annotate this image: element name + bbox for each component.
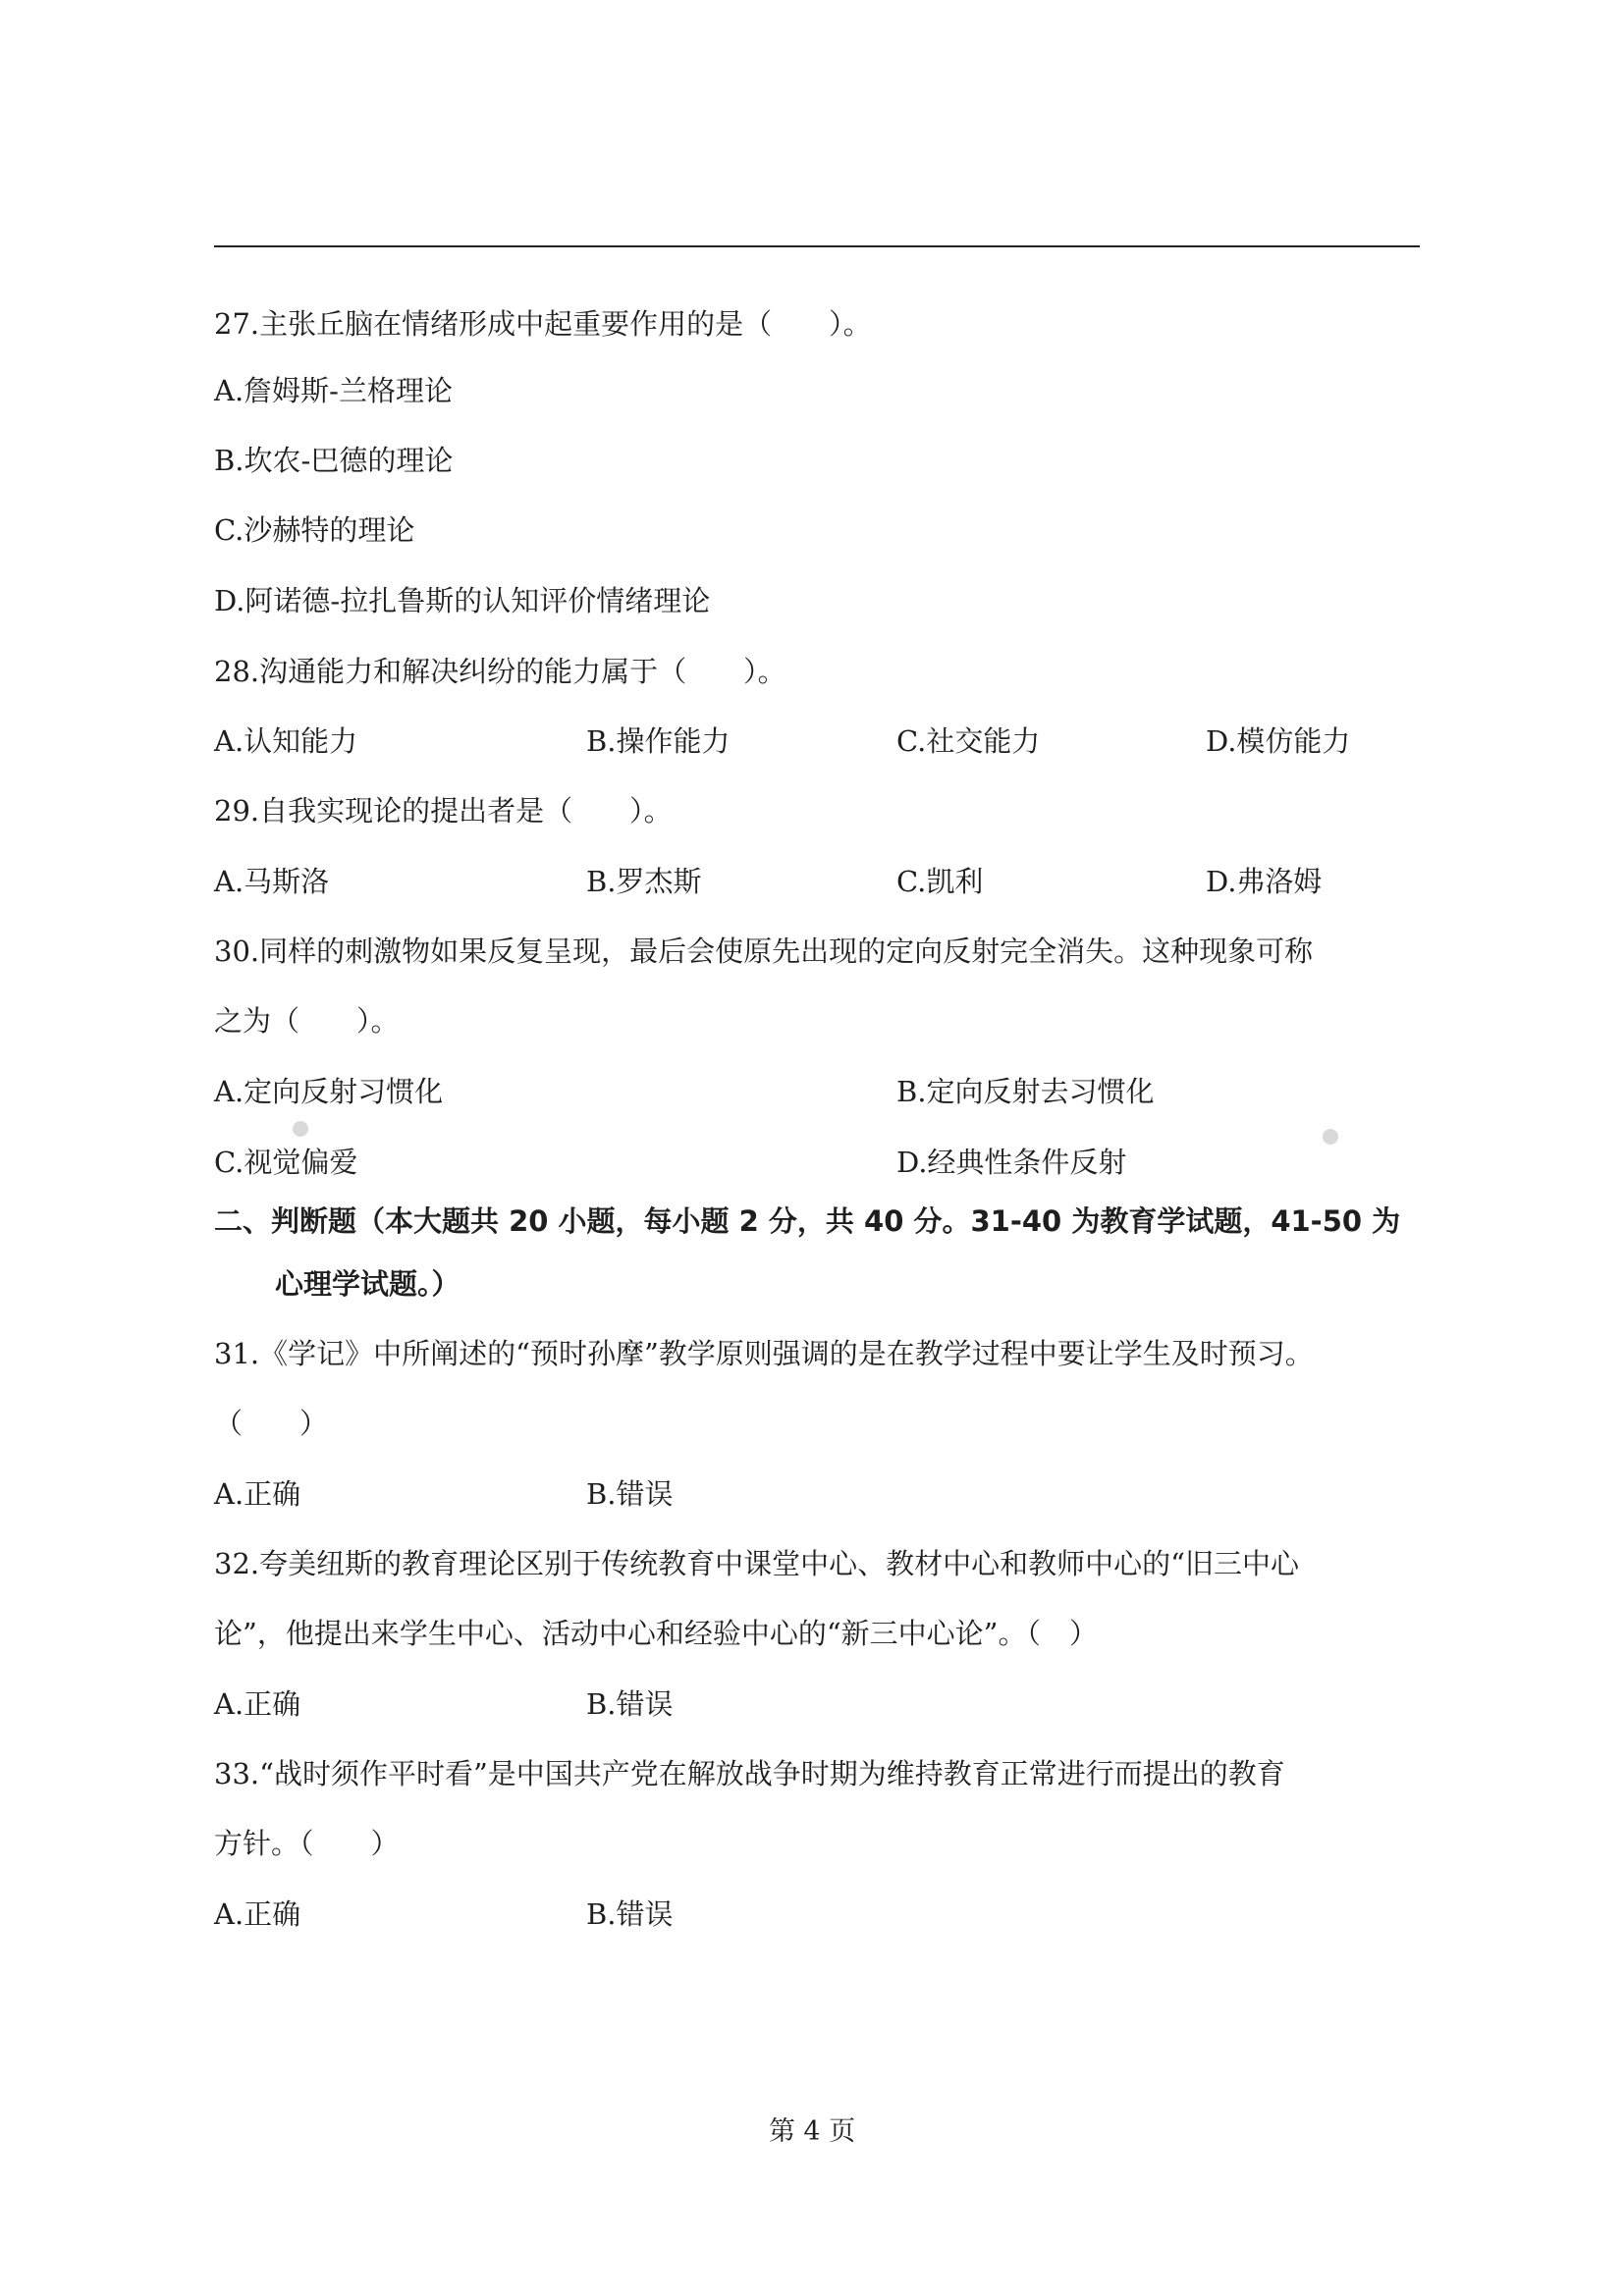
q30-option-c: C.视觉偏爱	[214, 1146, 358, 1179]
section-2-heading-line2: 心理学试题。）	[275, 1267, 460, 1301]
q29-option-c: C.凯利	[896, 865, 984, 898]
page-number: 第 4 页	[768, 2116, 856, 2147]
q27-option-d: D.阿诺德-拉扎鲁斯的认知评价情绪理论	[214, 584, 711, 617]
q29-option-d: D.弗洛姆	[1206, 865, 1323, 898]
q33-stem-line2: 方针。（ ）	[214, 1827, 400, 1860]
q32-option-b: B.错误	[586, 1687, 674, 1721]
q32-stem-line2: 论”，他提出来学生中心、活动中心和经验中心的“新三中心论”。（ ）	[214, 1617, 1098, 1650]
q30-stem-line2: 之为（ ）。	[214, 1004, 400, 1038]
scan-speck	[293, 1121, 308, 1137]
q31-option-a: A.正确	[214, 1477, 301, 1511]
q30-option-d: D.经典性条件反射	[896, 1146, 1127, 1179]
q31-option-b: B.错误	[586, 1477, 674, 1511]
q28-option-d: D.模仿能力	[1206, 724, 1351, 758]
q28-option-c: C.社交能力	[896, 724, 1041, 758]
q27-option-b: B.坎农-巴德的理论	[214, 444, 454, 477]
q33-option-b: B.错误	[586, 1897, 674, 1931]
q32-option-a: A.正确	[214, 1687, 301, 1721]
q31-stem-line1: 31.《学记》中所阐述的“预时孙摩”教学原则强调的是在教学过程中要让学生及时预习。	[214, 1337, 1314, 1370]
q30-stem-line1: 30.同样的刺激物如果反复呈现，最后会使原先出现的定向反射完全消失。这种现象可称	[214, 934, 1314, 968]
q30-option-b: B.定向反射去习惯化	[896, 1075, 1155, 1108]
q29-option-a: A.马斯洛	[214, 865, 330, 898]
q27-stem: 27.主张丘脑在情绪形成中起重要作用的是（ ）。	[214, 307, 872, 341]
q28-option-b: B.操作能力	[586, 724, 731, 758]
q27-option-c: C.沙赫特的理论	[214, 513, 415, 547]
header-rule	[214, 245, 1420, 247]
q31-stem-line2: （ ）	[214, 1407, 329, 1440]
q33-option-a: A.正确	[214, 1897, 301, 1931]
q28-stem: 28.沟通能力和解决纠纷的能力属于（ ）。	[214, 655, 786, 688]
q32-stem-line1: 32.夸美纽斯的教育理论区别于传统教育中课堂中心、教材中心和教师中心的“旧三中心	[214, 1547, 1299, 1580]
scan-speck	[1323, 1129, 1338, 1145]
q28-option-a: A.认知能力	[214, 724, 358, 758]
q29-stem: 29.自我实现论的提出者是（ ）。	[214, 794, 673, 828]
q27-option-a: A.詹姆斯-兰格理论	[214, 374, 453, 407]
q33-stem-line1: 33.“战时须作平时看”是中国共产党在解放战争时期为维持教育正常进行而提出的教育	[214, 1757, 1285, 1790]
q29-option-b: B.罗杰斯	[586, 865, 702, 898]
section-2-heading-line1: 二、判断题（本大题共 20 小题，每小题 2 分，共 40 分。31-40 为教育学试题，41-50 为	[214, 1204, 1401, 1238]
q30-option-a: A.定向反射习惯化	[214, 1075, 444, 1108]
